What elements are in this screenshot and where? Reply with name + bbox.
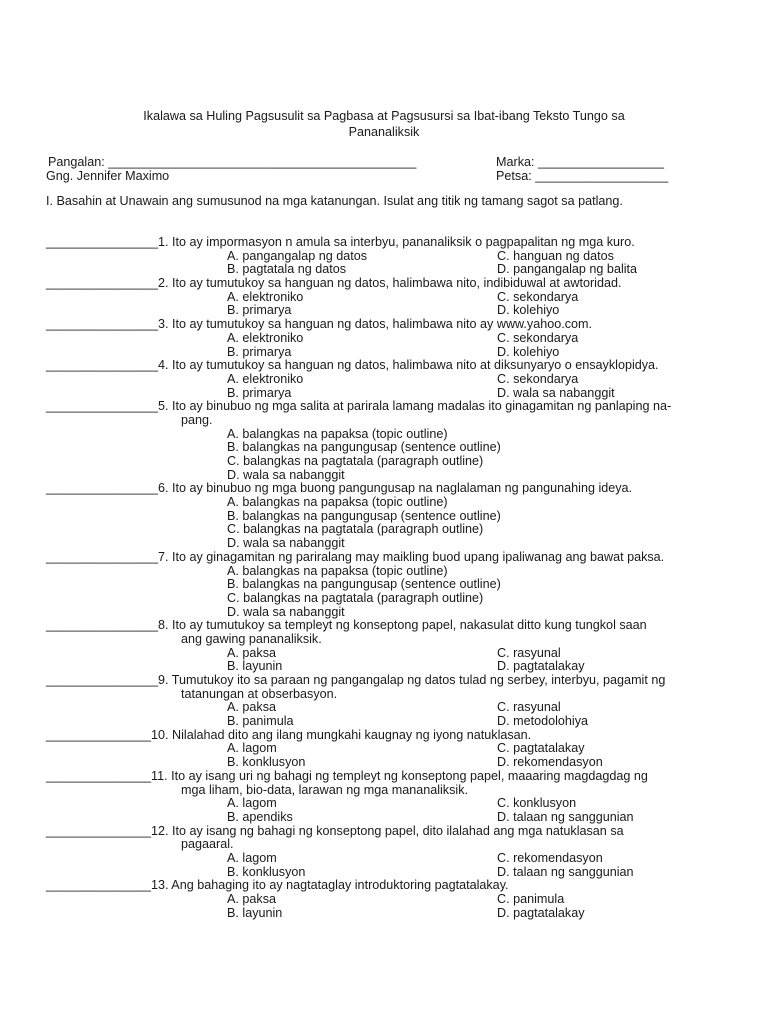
choice-option: D. wala sa nabanggit [497,385,615,400]
answer-blank[interactable]: ________________ [46,673,159,687]
title-line-1: Ikalawa sa Huling Pagsusulit sa Pagbasa at Pagsusursi sa Ibat-ibang Teksto Tungo sa [143,109,625,123]
choice-option: D. wala sa nabanggit [227,536,345,551]
question-text: 4. Ito ay tumutukoy sa hanguan ng datos, halimbawa nito at diksunyaryo o ensayklopidya. [158,358,659,373]
choice-option: D. pangangalap ng balita [497,262,638,277]
question-text-continuation: mga liham, bio-data, larawan ng mga mananaliksik. [181,782,468,797]
choice-option: D. kolehiyo [497,303,560,318]
choice-option: A. paksa [227,645,277,660]
choice-list [0,852,768,879]
choice-option: C. rekomendasyon [497,850,603,865]
question-item [0,551,768,619]
question-item [0,318,768,359]
choice-option: D. kolehiyo [497,344,560,359]
question-first-line [0,879,768,893]
choice-option: C. balangkas na pagtatala (paragraph outline) [227,590,484,605]
choice-option: C. konklusyon [497,796,577,811]
choice-list [0,496,768,551]
choice-option: A. pangangalap ng datos [227,248,368,263]
choice-option: A. balangkas na papaksa (topic outline) [227,495,448,510]
answer-blank[interactable]: ________________ [46,276,159,291]
choice-option: A. lagom [227,796,277,811]
choice-list [0,647,768,674]
choice-row [0,742,768,756]
choice-list [0,291,768,318]
question-first-line [0,770,768,784]
choice-option: B. konklusyon [227,864,306,879]
choice-list [0,893,768,920]
question-first-line [0,551,768,565]
choice-row [0,250,768,264]
choice-option: B. balangkas na pangungusap (sentence outline) [227,440,501,455]
question-text: 10. Nilalahad dito ang ilang mungkahi kaugnay ng iyong natuklasan. [151,727,532,742]
question-text: 7. Ito ay ginagamitan ng pariralang may maikling buod upang ipaliwanag ang bawat paksa. [158,549,665,564]
question-text: 1. Ito ay impormasyon n amula sa interbyu, pananaliksik o pagpapalitan ng mga kuro. [158,235,635,249]
answer-blank[interactable]: ________________ [46,399,159,414]
choice-row [0,332,768,346]
teacher-name: Gng. Jennifer Maximo [46,169,170,183]
question-item [0,482,768,550]
question-first-line [0,400,768,414]
answer-blank[interactable]: _______________ [46,878,152,893]
choice-row [0,291,768,305]
question-text: 6. Ito ay binubuo ng mga buong pangungusap na naglalaman ng pangunahing ideya. [158,481,633,496]
answer-blank[interactable]: _______________ [46,768,152,783]
question-text: 11. Ito ay isang uri ng bahagi ng templeyt ng konseptong papel, maaaring magdagdag ng [151,768,648,783]
choice-option: D. wala sa nabanggit [227,467,345,482]
choice-stack [0,428,768,483]
choice-list [0,742,768,769]
choice-row [0,811,768,825]
choice-option: B. balangkas na pangungusap (sentence outline) [227,577,501,592]
choice-option: A. paksa [227,892,277,906]
choice-option: C. balangkas na pagtatala (paragraph outline) [227,522,484,537]
question-item [0,879,768,920]
choice-row [0,715,768,729]
choice-option: B. primarya [227,344,292,359]
question-text: 2. Ito ay tumutukoy sa hanguan ng datos, halimbawa nito, indibiduwal at awtoridad. [158,276,622,291]
question-item [0,729,768,770]
choice-option: B. konklusyon [227,755,306,770]
question-first-line [0,729,768,743]
exam-title [90,109,678,140]
choice-option: D. metodolohiya [497,714,589,729]
choice-option: B. panimula [227,714,294,729]
question-first-line [0,482,768,496]
question-text: 12. Ito ay isang ng bahagi ng konseptong papel, dito ilalahad ang mga natuklasan sa [151,823,624,838]
question-item [0,400,768,482]
choice-option: D. talaan ng sanggunian [497,864,634,879]
question-first-line [0,359,768,373]
question-text: 8. Ito ay tumutukoy sa templeyt ng konseptong papel, nakasulat ditto kung tungkol saan [158,618,647,633]
question-first-line [0,318,768,332]
answer-blank[interactable]: ________________ [46,358,159,373]
choice-option: C. sekondarya [497,371,579,386]
answer-blank[interactable]: _______________ [46,823,152,838]
answer-blank[interactable]: ________________ [46,235,159,249]
choice-list [0,797,768,824]
question-text-continuation: pagaaral. [181,837,234,852]
choice-option: C. hanguan ng datos [497,248,614,263]
choice-option: A. lagom [227,850,277,865]
choice-row [0,304,768,318]
question-first-line [0,277,768,291]
choice-row [0,893,768,907]
choice-option: C. sekondarya [497,289,579,304]
question-first-line [0,619,768,633]
title-line-2: Pananaliksik [348,124,420,139]
choice-option: C. pagtatalakay [497,741,585,756]
choice-row [0,660,768,674]
choice-option: C. rasyunal [497,700,561,715]
question-first-line [0,825,768,839]
choice-option: D. pagtatalakay [497,659,585,674]
choice-option: C. balangkas na pagtatala (paragraph outline) [227,454,484,468]
grade-field-label: Marka: __________________ [496,155,665,169]
choice-row [0,852,768,866]
question-item [0,359,768,400]
choice-option: D. pagtatalakay [497,905,585,920]
question-text: 5. Ito ay binubuo ng mga salita at parirala lamang madalas ito ginagamitan ng panlaping na- [158,399,672,414]
question-text-continuation: ang gawing pananaliksik. [181,631,322,646]
question-list [0,236,768,920]
question-item [0,770,768,825]
question-item [0,619,768,674]
choice-option: D. talaan ng sanggunian [497,809,634,824]
choice-row [0,907,768,921]
choice-option: D. rekomendasyon [497,755,603,770]
answer-blank[interactable]: ________________ [46,549,159,564]
date-field-label: Petsa: ___________________ [496,169,669,183]
choice-option: B. primarya [227,385,292,400]
choice-option: B. pagtatala ng datos [227,262,347,277]
choice-stack [0,565,768,620]
question-text: 13. Ang bahaging ito ay nagtataglay introduktoring pagtatalakay. [151,878,509,893]
question-first-line [0,236,768,250]
answer-blank[interactable]: _______________ [46,727,152,742]
choice-row [0,797,768,811]
choice-list [0,373,768,400]
answer-blank[interactable]: ________________ [46,317,159,332]
question-item [0,236,768,277]
question-item [0,825,768,880]
choice-list [0,332,768,359]
choice-option: A. elektroniko [227,289,304,304]
answer-blank[interactable]: ________________ [46,618,159,633]
choice-option: C. panimula [497,892,565,906]
choice-option: C. rasyunal [497,645,561,660]
choice-row [0,701,768,715]
choice-option: D. wala sa nabanggit [227,604,345,619]
question-text-continuation: pang. [181,412,213,427]
choice-option: A. balangkas na papaksa (topic outline) [227,426,448,441]
choice-row [0,346,768,360]
choice-option: A. paksa [227,700,277,715]
choice-row [0,647,768,661]
choice-option: B. layunin [227,905,283,920]
choice-option: A. elektroniko [227,330,304,345]
question-item [0,674,768,729]
choice-option: B. balangkas na pangungusap (sentence outline) [227,508,501,523]
choice-row [0,866,768,880]
answer-blank[interactable]: ________________ [46,481,159,496]
choice-option: C. sekondarya [497,330,579,345]
question-first-line [0,674,768,688]
choice-list [0,250,768,277]
question-text: 3. Ito ay tumutukoy sa hanguan ng datos, halimbawa nito ay www.yahoo.com. [158,317,593,332]
question-text: 9. Tumutukoy ito sa paraan ng pangangalap ng datos tulad ng serbey, interbyu, pagamit ng [158,673,666,687]
choice-option: A. balangkas na papaksa (topic outline) [227,563,448,578]
choice-list [0,701,768,728]
choice-stack [0,496,768,551]
choice-row [0,387,768,401]
choice-row [0,263,768,277]
choice-option: B. layunin [227,659,283,674]
choice-option: B. primarya [227,303,292,318]
question-item [0,277,768,318]
choice-list [0,428,768,483]
choice-row [0,756,768,770]
name-field-label: Pangalan: ____________________________________________ [48,155,417,169]
choice-list [0,565,768,620]
question-text-continuation: tatanungan at obserbasyon. [181,686,338,701]
choice-option: A. elektroniko [227,371,304,386]
instructions: I. Basahin at Unawain ang sumusunod na mga katanungan. Isulat ang titik ng tamang sagot sa patlang. [46,194,623,208]
choice-option: B. apendiks [227,809,293,824]
choice-row [0,373,768,387]
choice-option: A. lagom [227,741,277,756]
